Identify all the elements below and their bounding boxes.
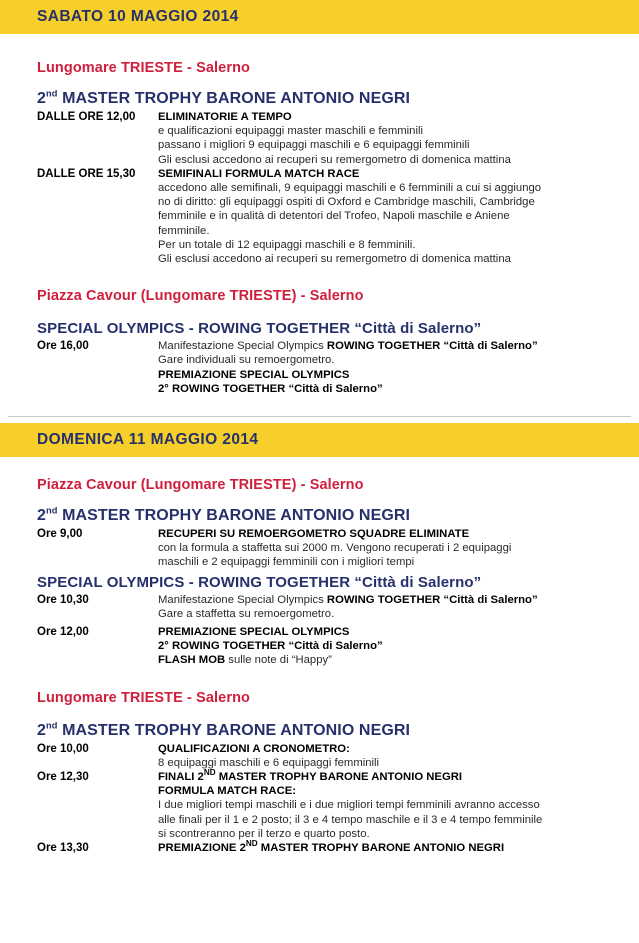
venue-heading: Lungomare TRIESTE - Salerno — [37, 689, 250, 706]
schedule-line: femminile e in qualità di detentori del Trofeo, Napoli maschile e Aniene — [158, 210, 510, 223]
schedule-row — [37, 110, 629, 167]
event-heading-rest: MASTER TROPHY BARONE ANTONIO NEGRI — [57, 90, 411, 107]
event-heading-ordinal-suffix: nd — [46, 88, 58, 99]
schedule-line: Per un totale di 12 equipaggi maschili e 8 femminili. — [158, 238, 416, 251]
schedule-description — [158, 167, 629, 266]
schedule-time: Ore 9,00 — [37, 528, 83, 541]
schedule-description — [158, 841, 629, 855]
event-heading-ordinal-suffix: nd — [46, 720, 58, 731]
schedule-line-part: Manifestazione Special Olympics — [158, 593, 327, 606]
schedule-line-part-bold: ROWING TOGETHER “Città di Salerno” — [326, 340, 538, 353]
schedule-description — [158, 625, 629, 668]
schedule-line: maschili e 2 equipaggi femminili con i migliori tempi — [158, 556, 415, 569]
schedule-row — [37, 841, 629, 855]
schedule-line: accedono alle semifinali, 9 equipaggi maschili e 6 femminili a cui si aggiungo — [158, 182, 542, 195]
schedule-line: si scontreranno per il terzo e quarto posto. — [158, 827, 370, 840]
schedule-row — [37, 770, 629, 841]
event-heading-master-trophy — [37, 507, 629, 525]
schedule-row — [37, 527, 629, 570]
schedule-description — [158, 770, 629, 841]
day-1-content — [0, 60, 639, 396]
schedule-line: Gare individuali su remoergometro. — [158, 354, 335, 367]
event-heading-rest: MASTER TROPHY BARONE ANTONIO NEGRI — [57, 721, 411, 739]
schedule-time: DALLE ORE 15,30 — [37, 167, 136, 180]
schedule-line: SEMIFINALI FORMULA MATCH RACE — [158, 167, 360, 180]
venue-heading: Piazza Cavour (Lungomare TRIESTE) - Salerno — [37, 477, 364, 494]
schedule-line: femminile. — [158, 224, 210, 237]
schedule-line: no di diritto: gli equipaggi ospiti di Oxford e Cambridge maschili, Cambridge — [158, 196, 535, 209]
event-heading-master-trophy — [37, 722, 629, 740]
schedule-line — [158, 770, 629, 784]
schedule-line-part: FINALI 2 — [158, 771, 204, 784]
schedule-description — [158, 339, 629, 396]
schedule-line: RECUPERI SU REMOERGOMETRO SQUADRE ELIMINATE — [158, 528, 470, 541]
event-heading-number: 2 — [37, 721, 46, 739]
schedule-line-part-bold: ROWING TOGETHER “Città di Salerno” — [326, 593, 538, 606]
schedule-line: con la formula a staffetta sui 2000 m. Vengono recuperati i 2 equipaggi — [158, 542, 512, 555]
event-heading-master-trophy — [37, 90, 629, 108]
day-2-content — [0, 477, 639, 855]
schedule-row — [37, 742, 629, 770]
schedule-description — [158, 742, 629, 770]
schedule-line — [158, 653, 629, 667]
schedule-time: Ore 16,00 — [37, 340, 89, 353]
schedule-line: QUALIFICAZIONI A CRONOMETRO: — [158, 742, 350, 755]
schedule-time: Ore 10,30 — [37, 593, 89, 606]
day-banner-label: SABATO 10 MAGGIO 2014 — [37, 8, 239, 25]
schedule-line: FORMULA MATCH RACE: — [158, 785, 297, 798]
schedule-row — [37, 167, 629, 266]
schedule-line: 2° ROWING TOGETHER “Città di Salerno” — [158, 640, 383, 653]
schedule-line: 8 equipaggi maschili e 6 equipaggi femminili — [158, 756, 380, 769]
schedule-line-part: PREMIAZIONE 2 — [158, 842, 246, 855]
day-banner-saturday — [0, 0, 639, 34]
schedule-time: DALLE ORE 12,00 — [37, 111, 136, 123]
day-banner-label: DOMENICA 11 MAGGIO 2014 — [37, 431, 259, 449]
schedule-time: Ore 12,00 — [37, 626, 89, 639]
schedule-line: PREMIAZIONE SPECIAL OLYMPICS — [158, 626, 350, 639]
schedule-line-ordinal-suffix: ND — [203, 768, 216, 778]
schedule-description — [158, 527, 629, 570]
schedule-time: Ore 13,30 — [37, 842, 89, 855]
schedule-line: passano i migliori 9 equipaggi maschili e 6 equipaggi femminili — [158, 139, 470, 152]
schedule-line: e qualificazioni equipaggi master maschili e femminili — [158, 125, 423, 138]
schedule-line: alle finali per il 1 e 2 posto; il 3 e 4 tempo maschile e il 3 e 4 tempo femminile — [158, 813, 543, 826]
schedule-row — [37, 339, 629, 396]
event-heading-ordinal-suffix: nd — [46, 505, 58, 516]
schedule-time: Ore 10,00 — [37, 742, 89, 755]
schedule-line-ordinal-suffix: ND — [245, 839, 258, 849]
schedule-line: I due migliori tempi maschili e i due migliori tempi femminili avranno accesso — [158, 799, 540, 812]
day-banner-sunday — [0, 423, 639, 457]
event-heading-rest: MASTER TROPHY BARONE ANTONIO NEGRI — [57, 507, 411, 525]
venue-heading: Piazza Cavour (Lungomare TRIESTE) - Salerno — [37, 288, 364, 305]
schedule-time: Ore 12,30 — [37, 771, 89, 784]
event-heading-number: 2 — [37, 507, 46, 525]
schedule-row — [37, 625, 629, 668]
schedule-line: 2° ROWING TOGETHER “Città di Salerno” — [158, 382, 383, 395]
schedule-line — [158, 841, 629, 855]
schedule-line-part: MASTER TROPHY BARONE ANTONIO NEGRI — [215, 771, 463, 784]
schedule-line — [158, 593, 629, 607]
schedule-line — [158, 339, 629, 353]
schedule-line-part: sulle note di “Happy” — [225, 654, 332, 667]
event-heading-special-olympics: SPECIAL OLYMPICS - ROWING TOGETHER “Città di Salerno” — [37, 320, 482, 338]
event-heading-special-olympics: SPECIAL OLYMPICS - ROWING TOGETHER “Città di Salerno” — [37, 573, 482, 591]
venue-heading: Lungomare TRIESTE - Salerno — [37, 60, 250, 76]
schedule-description — [158, 593, 629, 621]
schedule-row — [37, 593, 629, 621]
schedule-description — [158, 110, 629, 167]
schedule-line-part: Manifestazione Special Olympics — [158, 340, 327, 353]
schedule-line: ELIMINATORIE A TEMPO — [158, 111, 292, 123]
schedule-line: Gare a staffetta su remoergometro. — [158, 607, 335, 620]
event-heading-number: 2 — [37, 90, 46, 107]
schedule-line: Gli esclusi accedono ai recuperi su remergometro di domenica mattina — [158, 253, 511, 266]
schedule-line: PREMIAZIONE SPECIAL OLYMPICS — [158, 368, 350, 381]
schedule-line-part: MASTER TROPHY BARONE ANTONIO NEGRI — [257, 842, 505, 855]
schedule-line: Gli esclusi accedono ai recuperi su remergometro di domenica mattina — [158, 153, 511, 166]
schedule-line-part-bold: FLASH MOB — [158, 654, 226, 667]
